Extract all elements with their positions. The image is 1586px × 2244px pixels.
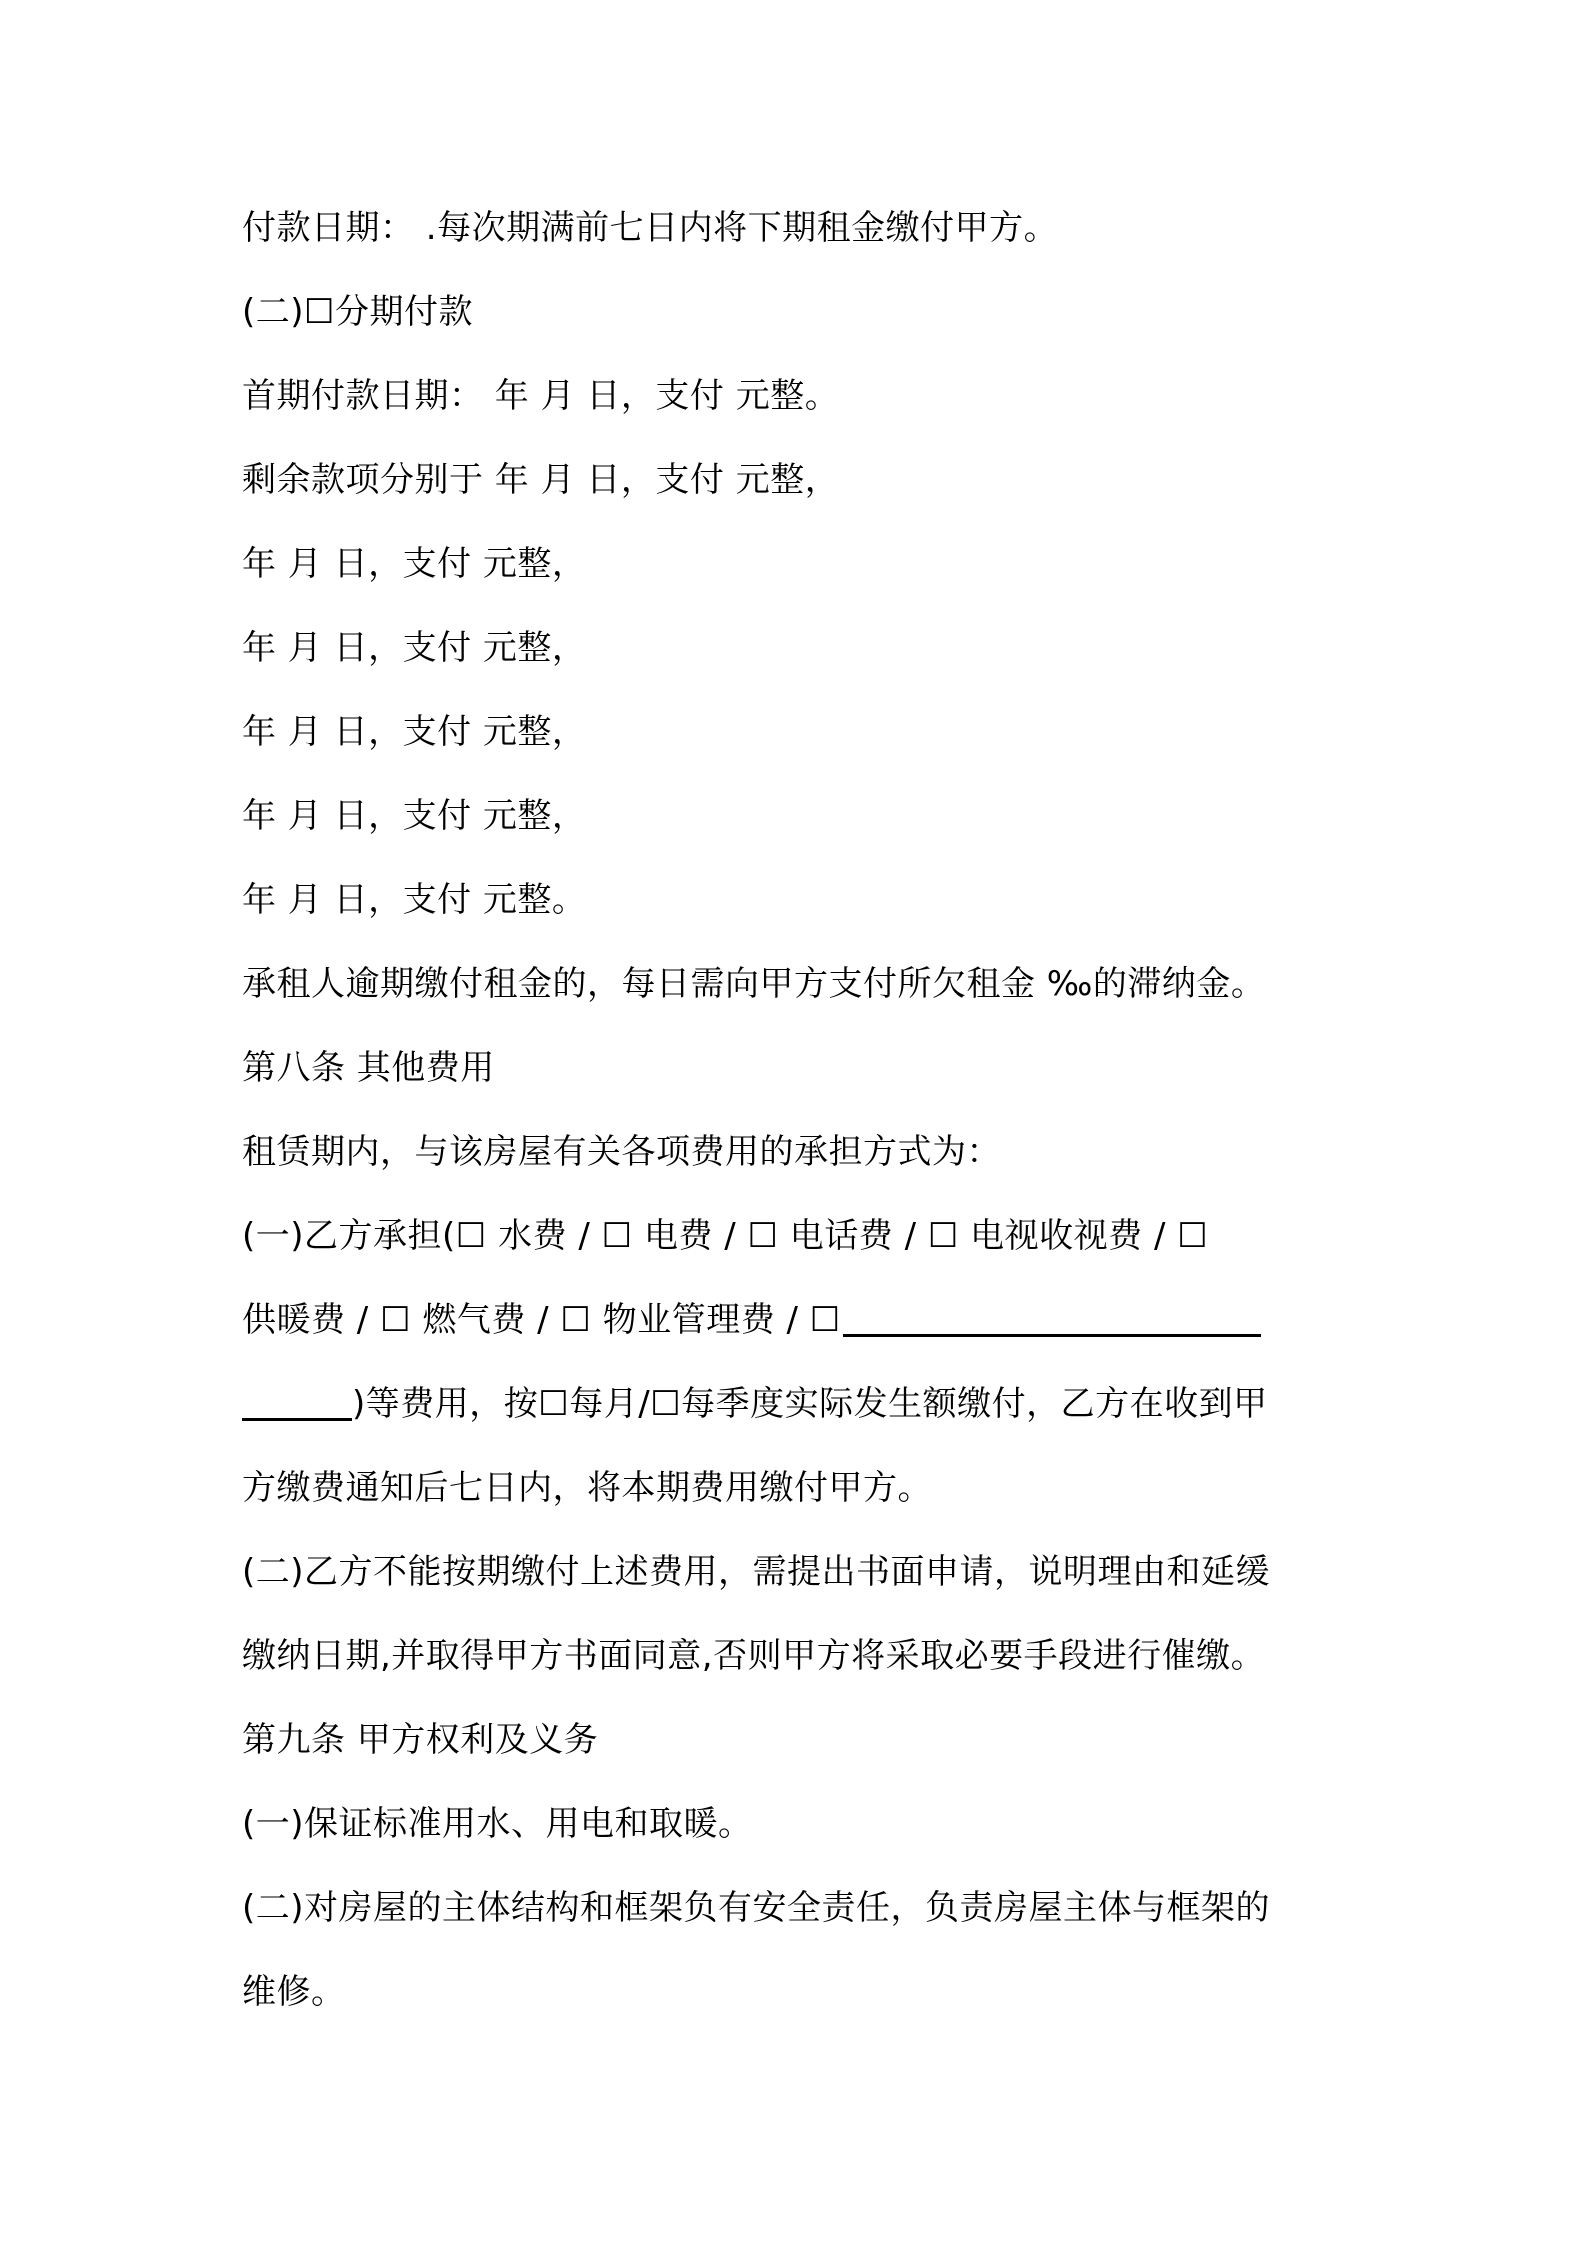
installment-line-4: 年 月 日，支付 元整， <box>242 796 587 836</box>
deferral-line-1: (二)乙方不能按期缴付上述费用，需提出书面申请，说明理由和延缓 <box>242 1552 1271 1592</box>
installment-option-line: (二)☐分期付款 <box>242 292 474 332</box>
obligation-line-3: 维修。 <box>242 1972 346 2012</box>
remaining-payment-line: 剩余款项分别于 年 月 日，支付 元整， <box>242 460 840 500</box>
installment-line-1: 年 月 日，支付 元整， <box>242 544 587 584</box>
article-8-heading: 第八条 其他费用 <box>242 1048 495 1088</box>
fee-item-line-3 <box>242 1382 1268 1426</box>
obligation-line-2: (二)对房屋的主体结构和框架负有安全责任，负责房屋主体与框架的 <box>242 1888 1271 1928</box>
late-fee-line: 承租人逾期缴付租金的，每日需向甲方支付所欠租金 ‰的滞纳金。 <box>242 964 1266 1004</box>
fill-in-blank-short <box>242 1384 352 1421</box>
article-9-heading: 第九条 甲方权利及义务 <box>242 1720 599 1760</box>
fee-method-line: 租赁期内，与该房屋有关各项费用的承担方式为： <box>242 1132 1001 1172</box>
obligation-line-1: (一)保证标准用水、用电和取暖。 <box>242 1804 753 1844</box>
fee-item-line-2 <box>242 1298 1261 1342</box>
payment-date-line: 付款日期： .每次期满前七日内将下期租金缴付甲方。 <box>242 208 1059 248</box>
installment-line-5: 年 月 日，支付 元整。 <box>242 880 587 920</box>
fee-item-text-2: 供暖费 / ☐ 燃气费 / ☐ 物业管理费 / ☐ <box>242 1300 841 1340</box>
fee-item-line-1: (一)乙方承担(☐ 水费 / ☐ 电费 / ☐ 电话费 / ☐ 电视收视费 / ☐ <box>242 1216 1209 1256</box>
fee-notice-line: 方缴费通知后七日内，将本期费用缴付甲方。 <box>242 1468 932 1508</box>
installment-line-3: 年 月 日，支付 元整， <box>242 712 587 752</box>
first-payment-line: 首期付款日期： 年 月 日，支付 元整。 <box>242 376 840 416</box>
fill-in-blank <box>843 1300 1261 1337</box>
deferral-line-2: 缴纳日期,并取得甲方书面同意,否则甲方将采取必要手段进行催缴。 <box>242 1636 1266 1676</box>
installment-line-2: 年 月 日，支付 元整， <box>242 628 587 668</box>
fee-item-text-3: )等费用，按☐每月/☐每季度实际发生额缴付，乙方在收到甲 <box>352 1384 1268 1424</box>
